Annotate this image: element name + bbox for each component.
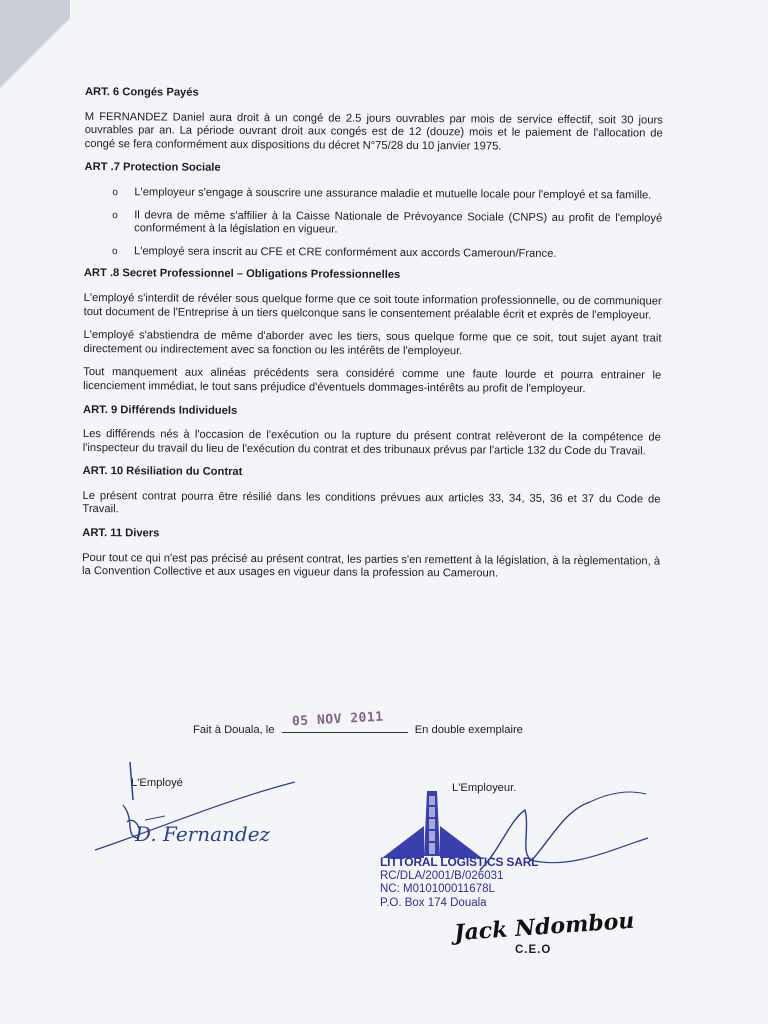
article-8-paragraph-3: Tout manquement aux alinéas précédents sera considéré comme une faute lourde et pourra entrainer le licenciement immédiat, le tout sans préjudice d'éventuels dommages-intérêts au profit de l'employeur. [83, 366, 662, 395]
bullet-marker: o [112, 209, 118, 221]
list-item [112, 209, 662, 240]
ceo-signature: Jack Ndombou [453, 907, 636, 947]
signing-place-label: Fait à Douala, le [193, 724, 275, 736]
bullet-marker: o [111, 245, 118, 257]
article-8-title: ART .8 Secret Professionnel – Obligations Professionnelles [83, 267, 401, 282]
employer-signature-strokes [470, 780, 650, 880]
article-7-title: ART .7 Protection Sociale [84, 161, 221, 175]
copies-label: En double exemplaire [414, 724, 523, 736]
article-9-title: ART. 9 Différends Individuels [82, 403, 238, 417]
list-item [112, 186, 662, 203]
article-6-paragraph: M FERNANDEZ Daniel aura droit à un congé de 2.5 jours ouvrables par mois de service effectif, soit 30 jours ouvrables par an. La période ouvrant droit aux congés est de 12 (douze) mois et le paiement de l'allocation de congé se fera conformément aux dispositions du décret N°75/28 du 10 janvier 1975. [84, 110, 663, 153]
date-stamp: 05 NOV 2011 [291, 709, 384, 730]
company-po-box: P.O. Box 174 Douala [380, 896, 487, 909]
company-logo [382, 786, 482, 866]
company-rc: RC/DLA/2001/B/026031 [380, 869, 504, 882]
list-item-text: L'employé sera inscrit au CFE et CRE conformément aux accords Cameroun/France. [133, 245, 557, 260]
list-item-text: Il devra de même s'affilier à la Caisse Nationale de Prévoyance Sociale (CNPS) au profit de l'employé conformément à la législation en vigueur. [134, 208, 663, 236]
article-8-paragraph-2: L'employé s'abstiendra de même d'aborder avec les tiers, sous quelque forme que ce soit, tout sujet ayant trait directement ou indirectement avec sa fonction ou les intérêts de l'employeur. [83, 329, 662, 358]
article-8-paragraph-1: L'employé s'interdit de révéler sous quelque forme que ce soit toute information professionnelle, ou de communiquer tout document de l'Entreprise à un tiers quelconque sans le consentement préalable écrit et exprès de l'employeur. [83, 291, 662, 321]
employee-handwritten-name: D. Fernandez [135, 822, 271, 846]
list-item-text: L'employeur s'engage à souscrire une assurance maladie et mutuelle locale pour l'employé et sa famille. [134, 186, 652, 202]
article-10-paragraph: Le présent contrat pourra être résilié dans les conditions prévues aux articles 33, 34, 35, 36 et 37 du Code de Travail. [82, 489, 661, 516]
list-item [112, 245, 662, 262]
article-10-title: ART. 10 Résiliation du Contrat [82, 465, 243, 479]
article-7-list [84, 186, 662, 262]
company-nc: NC: M010100011678L [380, 883, 495, 895]
folded-corner [0, 0, 70, 110]
bullet-marker: o [112, 187, 118, 199]
article-11-title: ART. 11 Divers [82, 527, 160, 540]
article-9-paragraph: Les différends nés à l'occasion de l'exécution ou la rupture du présent contrat relèveront de la compétence de l'inspecteur du travail du lieu de l'exécution du contrat et des tribunaux prévus par l'article 132 du Code du Travail. [82, 428, 661, 458]
contract-body [82, 86, 663, 592]
employer-label: L'Employeur. [452, 782, 517, 794]
company-name: LITTORAL LOGISTICS SARL [380, 855, 539, 869]
date-blank [282, 709, 408, 733]
employee-label: L'Employé [131, 777, 183, 789]
article-6-title: ART. 6 Congés Payés [84, 86, 199, 99]
signing-place-date [193, 709, 523, 736]
ceo-title: C.E.O [515, 944, 552, 956]
article-11-paragraph: Pour tout ce qui n'est pas précisé au présent contrat, les parties s'en remettent à la législation, à la règlementation, à la Convention Collective et aux usages en vigueur dans la profession au Cameroun. [81, 551, 661, 580]
